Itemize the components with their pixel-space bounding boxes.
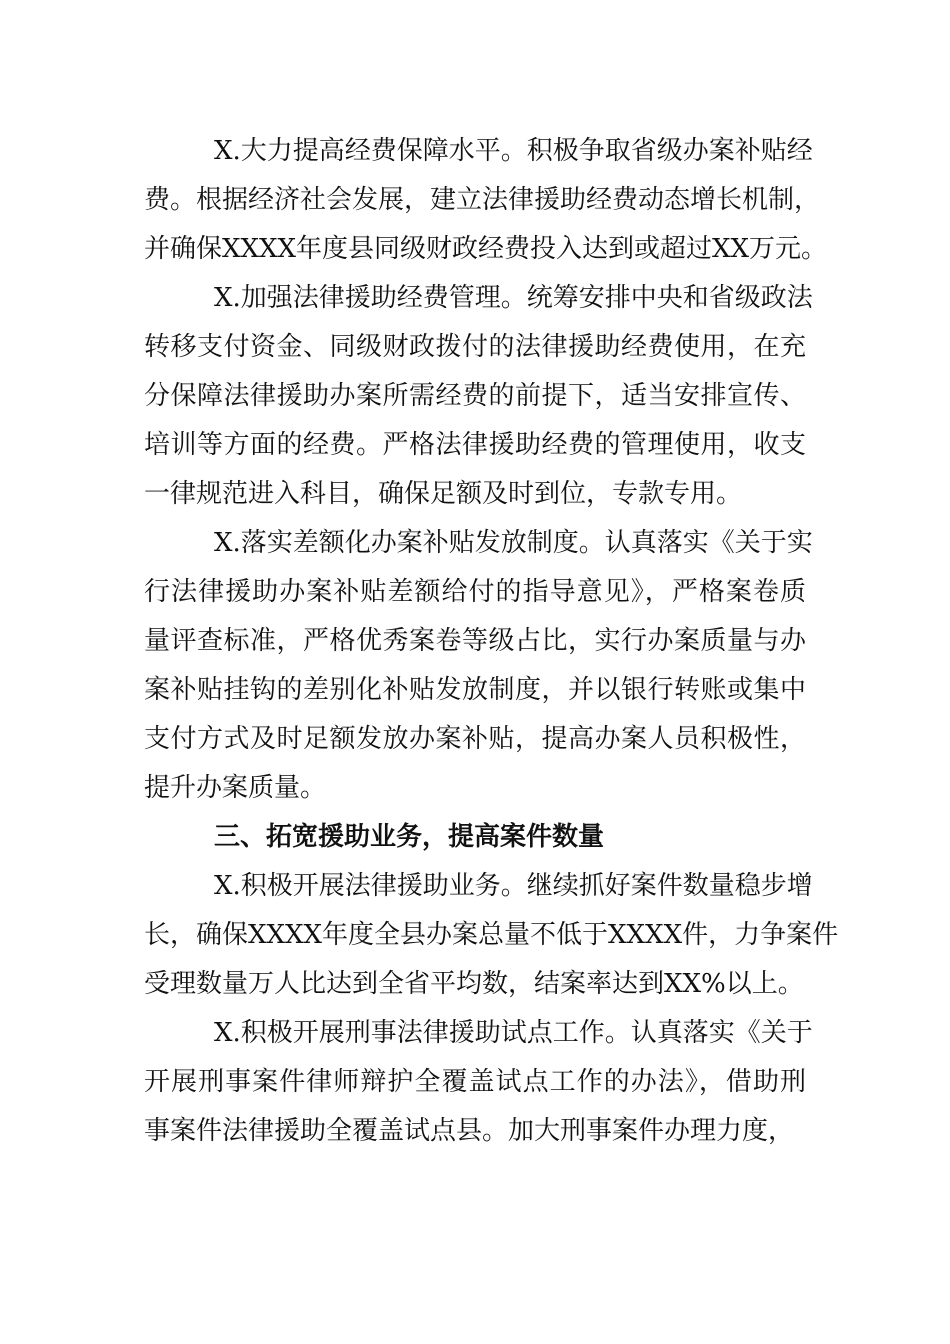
text-line: 一律规范进入科目，确保足额及时到位，专款专用。	[144, 479, 743, 509]
text-line: 受理数量万人比达到全省平均数，结案率达到XX%以上。	[144, 969, 804, 999]
text-line: 费。根据经济社会发展，建立法律援助经费动态增长机制，	[144, 185, 821, 215]
text-line: 提升办案质量。	[144, 773, 327, 803]
section-heading: 三、拓宽援助业务，提高案件数量	[214, 822, 605, 852]
text-line: X.落实差额化办案补贴发放制度。认真落实《关于实	[214, 528, 813, 558]
text-line: 量评查标准，严格优秀案卷等级占比，实行办案质量与办	[144, 626, 806, 656]
text-line: 案补贴挂钩的差别化补贴发放制度，并以银行转账或集中	[144, 675, 806, 705]
paragraph-legal-aid-business	[144, 862, 839, 1009]
paragraph-subsidy-system	[144, 519, 813, 813]
text-line: 支付方式及时足额发放办案补贴，提高办案人员积极性，	[144, 724, 806, 754]
text-line: X.积极开展法律援助业务。继续抓好案件数量稳步增	[214, 871, 813, 901]
text-line: X.大力提高经费保障水平。积极争取省级办案补贴经	[214, 136, 813, 166]
text-line: 分保障法律援助办案所需经费的前提下，适当安排宣传、	[144, 381, 806, 411]
text-line: 转移支付资金、同级财政拨付的法律援助经费使用，在充	[144, 332, 806, 362]
paragraph-funding-management	[144, 274, 813, 519]
text-line: 开展刑事案件律师辩护全覆盖试点工作的办法》，借助刑	[144, 1067, 806, 1097]
document-body	[144, 127, 839, 1156]
text-line: 事案件法律援助全覆盖试点县。加大刑事案件办理力度，	[144, 1116, 795, 1146]
text-line: 行法律援助办案补贴差额给付的指导意见》，严格案卷质	[144, 577, 806, 607]
text-line: 培训等方面的经费。严格法律援助经费的管理使用，收支	[144, 430, 806, 460]
paragraph-funding-guarantee	[144, 127, 828, 274]
paragraph-criminal-pilot	[144, 1009, 813, 1156]
text-line: 长，确保XXXX年度全县办案总量不低于XXXX件，力争案件	[144, 920, 839, 950]
text-line: X.积极开展刑事法律援助试点工作。认真落实《关于	[214, 1018, 813, 1048]
text-line: X.加强法律援助经费管理。统筹安排中央和省级政法	[214, 283, 813, 313]
text-line: 并确保XXXX年度县同级财政经费投入达到或超过XX万元。	[144, 234, 828, 264]
